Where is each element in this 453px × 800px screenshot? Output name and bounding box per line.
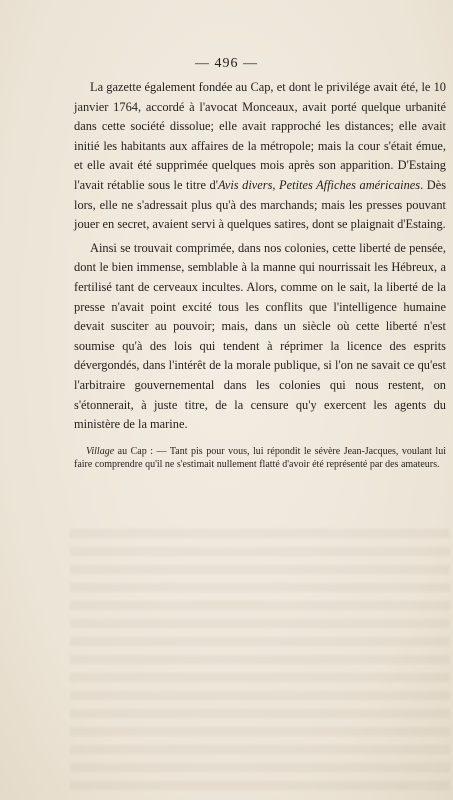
- footnote: [74, 445, 446, 472]
- newspaper-title: Avis divers, Petites Affiches américaines: [217, 177, 421, 192]
- footnote-text: au Cap : — Tant pis pour vous, lui répondit le sévère Jean-Jacques, voulant lui faire comprendre qu'il ne s'estimait nullement flatté d'avoir été représenté par des amateurs.: [74, 445, 446, 471]
- paragraph-text: . Dès lors, elle ne s'adressait plus qu'à des marchands; mais les presses pouvant jouer en secret, avaient servi à quelques satires, dont se plaignait d'Estaing.: [74, 177, 447, 232]
- paragraph-text: La gazette également fondée au Cap, et dont le privilége avait été, le 10 janvier 1764, accordé à l'avocat Monceaux, avait porté quelque urbanité dans cette société dissolue; elle avait rapproché les distances; elle avait initié les habitants aux affaires de la métropole; mais la cour s'était émue, et elle avait été supprimée quelques mois après son apparition. D'Estaing l'avait rétablie sous le titre d': [74, 80, 446, 192]
- show-through-text: [70, 520, 450, 790]
- paragraph-liberty: Ainsi se trouvait comprimée, dans nos colonies, cette liberté de pensée, dont le bien immense, semblable à la manne qui nourrissait les Hébreux, a fertilisé tant de cerveaux incultes. Alors, comme on le sait, la liberté de la presse n'avait point excité tous les conflits que l'intelligence humaine devait susciter au pouvoir; mais, dans un siècle où cette liberté n'est soumise qu'à des lois qui tendent à réprimer la licence des esprits dévergondés, dans l'intérêt de la morale publique, si l'on ne savait ce qu'est l'arbitraire gouvernemental dans les colonies qui nous restent, on s'étonnerait, à juste titre, de la censure qu'y exercent les agents du ministère de la marine.: [74, 240, 446, 432]
- footnote-lead: Village: [86, 445, 115, 457]
- paragraph-gazette: [74, 78, 446, 235]
- page-number: — 496 —: [195, 56, 258, 71]
- page-body: [74, 78, 446, 472]
